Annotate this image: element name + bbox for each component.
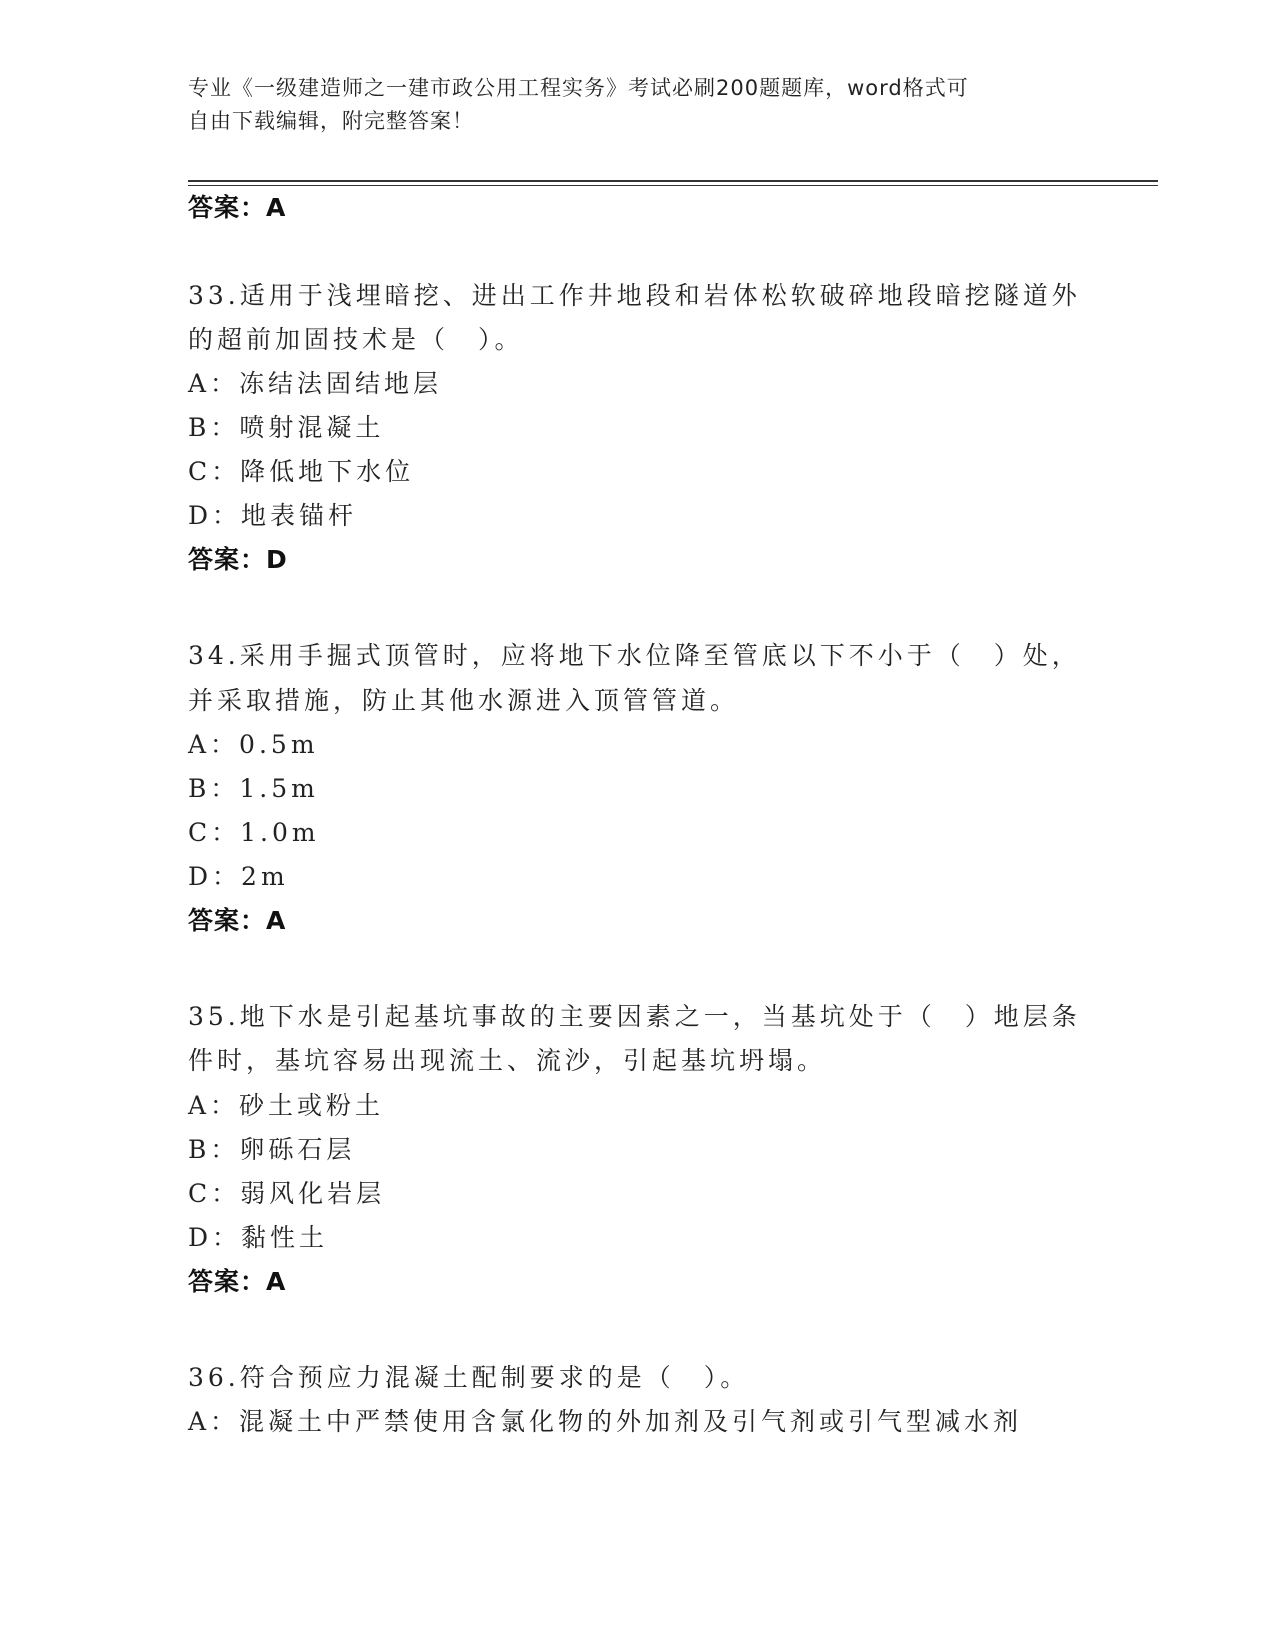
header-divider-thick xyxy=(188,180,1158,182)
question-34-option-a: A：0.5m xyxy=(188,730,319,759)
question-33-option-b: B：喷射混凝土 xyxy=(188,413,385,442)
previous-answer: 答案：A xyxy=(188,193,287,222)
question-35-stem-line-1: 35.地下水是引起基坑事故的主要因素之一，当基坑处于（ ）地层条 xyxy=(188,1002,1081,1031)
question-33-stem-line-1: 33.适用于浅埋暗挖、进出工作井地段和岩体松软破碎地段暗挖隧道外 xyxy=(188,281,1081,310)
question-33-option-d: D：地表锚杆 xyxy=(188,501,358,530)
question-33-option-a: A：冻结法固结地层 xyxy=(188,369,443,398)
question-34-stem-line-2: 并采取措施，防止其他水源进入顶管管道。 xyxy=(188,686,740,715)
question-33-stem-line-2: 的超前加固技术是（ ）。 xyxy=(188,325,524,354)
question-34-option-d: D：2m xyxy=(188,862,289,891)
question-35-option-b: B：卵砾石层 xyxy=(188,1135,356,1164)
question-34-option-c: C：1.0m xyxy=(188,818,320,847)
question-35-answer: 答案：A xyxy=(188,1267,287,1296)
question-34-stem-line-1: 34.采用手掘式顶管时，应将地下水位降至管底以下不小于（ ）处， xyxy=(188,641,1081,670)
question-35-option-c: C：弱风化岩层 xyxy=(188,1179,386,1208)
question-35-stem-line-2: 件时，基坑容易出现流土、流沙，引起基坑坍塌。 xyxy=(188,1046,827,1075)
header-line-1: 专业《一级建造师之一建市政公用工程实务》考试必刷200题题库，word格式可 xyxy=(188,76,969,100)
header-line-2: 自由下载编辑，附完整答案！ xyxy=(188,109,474,133)
question-35-option-a: A：砂土或粉土 xyxy=(188,1091,385,1120)
question-33-answer: 答案：D xyxy=(188,545,288,574)
question-35-option-d: D：黏性土 xyxy=(188,1223,329,1252)
question-34-option-b: B：1.5m xyxy=(188,774,319,803)
question-33-option-c: C：降低地下水位 xyxy=(188,457,415,486)
document-header xyxy=(188,72,1068,138)
question-36-option-a: A：混凝土中严禁使用含氯化物的外加剂及引气剂或引气型减水剂 xyxy=(188,1407,1023,1436)
question-34-answer: 答案：A xyxy=(188,906,287,935)
question-36-stem-line-1: 36.符合预应力混凝土配制要求的是（ ）。 xyxy=(188,1363,750,1392)
header-divider-thin xyxy=(188,185,1158,186)
